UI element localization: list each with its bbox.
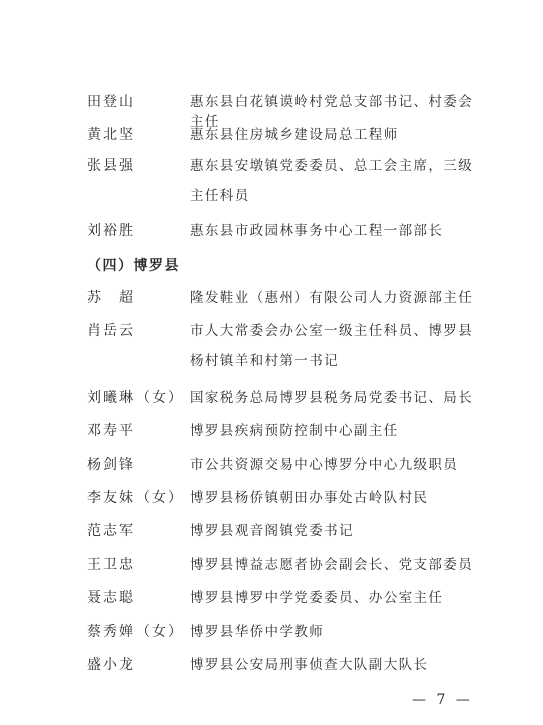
person-role: 博罗县观音阁镇党委书记 [190,523,354,539]
person-role: 国家税务总局博罗县税务局党委书记、局长 [190,390,474,406]
person-gender: （女） [136,624,184,640]
person-role: 惠东县安墩镇党委委员、总工会主席，三级主任科员 [190,158,474,204]
person-role: 博罗县华侨中学教师 [190,624,325,640]
person-name: 李友妹 [87,490,135,506]
person-name: 刘曦琳 [87,390,135,406]
person-name: 蔡秀婵 [87,624,135,640]
person-gender: （女） [136,390,184,406]
person-name: 田登山 [87,94,135,110]
person-role: 博罗县博益志愿者协会副会长、党支部委员 [190,557,474,573]
person-name: 盛小龙 [87,657,135,673]
person-role: 惠东县住房城乡建设局总工程师 [190,127,399,143]
person-role: 博罗县公安局刑事侦查大队副大队长 [190,657,429,673]
person-role: 市公共资源交易中心博罗分中心九级职员 [190,457,459,473]
person-gender: （女） [136,490,184,506]
person-role: 博罗县疾病预防控制中心副主任 [190,423,399,439]
section-heading: （四）博罗县 [87,258,180,274]
person-role: 博罗县博罗中学党委委员、办公室主任 [190,590,444,606]
person-name: 苏 超 [87,290,135,306]
person-name: 范志军 [87,523,135,539]
person-name: 肖岳云 [87,323,135,339]
person-role: 博罗县杨侨镇朝田办事处古岭队村民 [190,490,429,506]
person-name: 聂志聪 [87,590,135,606]
person-role: 市人大常委会办公室一级主任科员、博罗县杨村镇羊和村第一书记 [190,323,474,369]
person-role: 惠东县白花镇谟岭村党总支部书记、村委会主任 [190,94,474,130]
person-name: 张县强 [87,158,135,174]
person-name: 邓寿平 [87,423,135,439]
person-name: 杨剑锋 [87,457,135,473]
person-role: 隆发鞋业（惠州）有限公司人力资源部主任 [190,290,474,306]
person-role: 惠东县市政园林事务中心工程一部部长 [190,223,444,239]
person-name: 王卫忠 [87,557,135,573]
person-name: 刘裕胜 [87,223,135,239]
page-number: — 7 — [412,692,473,708]
person-name: 黄北坚 [87,127,135,143]
